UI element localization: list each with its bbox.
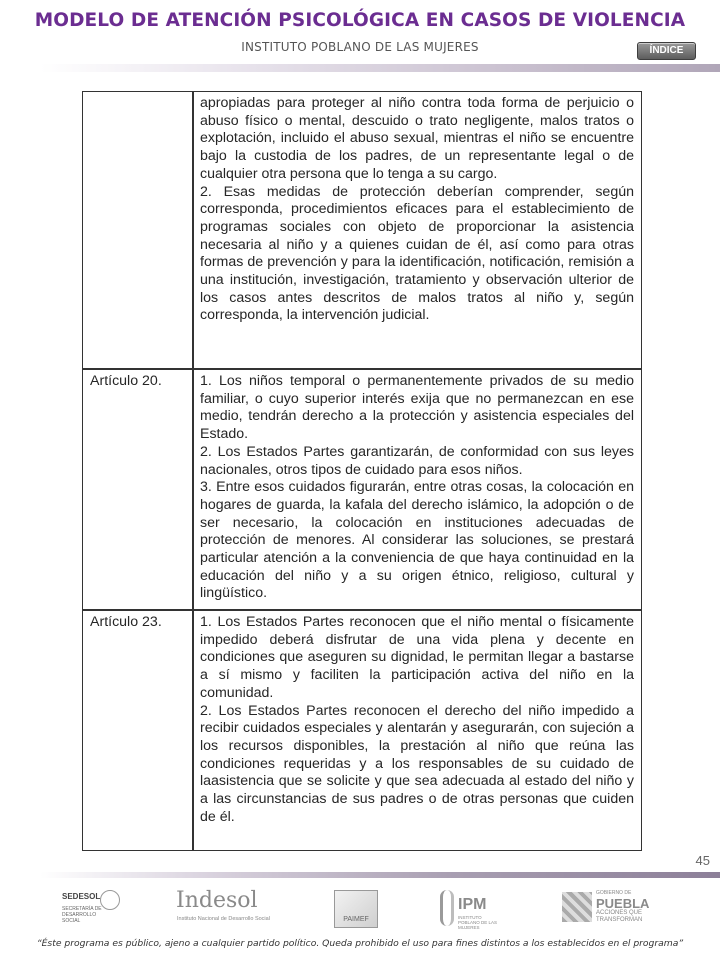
logo-name: IPM xyxy=(458,896,487,913)
paragraph: 2. Los Estados Partes reconocen el derecho del niño impedido a recibir cuidados especiales y alentarán y asegurarán, con sujeción a los recursos disponibles, la prestación al niño que reúna las condiciones requeridas y a los responsables de su cuidado de laasistencia que se solicite y que sea adecuada al estado del niño y a las circunstancias de sus padres o de otras personas que cuiden de él. xyxy=(200,702,634,825)
article-label: Artículo 20. xyxy=(90,373,162,389)
page-title: MODELO DE ATENCIÓN PSICOLÓGICA EN CASOS DE VIOLENCIA xyxy=(34,10,686,31)
paragraph: apropiadas para proteger al niño contra toda forma de perjuicio o abuso físico o mental, descuido o trato negligente, malos tratos o explotación, incluido el abuso sexual, mientras el niño se encuentre bajo la custodia de los padres, de un representante legal o de cualquier otra persona que lo tenga a su cargo. xyxy=(200,95,634,182)
eagle-emblem-icon xyxy=(100,890,120,910)
footer-divider xyxy=(40,872,720,878)
article-label: Artículo 23. xyxy=(90,614,162,630)
row-divider xyxy=(83,368,641,370)
paragraph: 1. Los Estados Partes reconocen que el niño mental o físicamente impedido deberá disfrutar de una vida plena y decente en condiciones que aseguren su dignidad, le permitan llegar a bastarse a sí mismo y faciliten la participación activa del niño en la comunidad. xyxy=(200,614,634,701)
paragraph: 3. Entre esos cuidados figurarán, entre otras cosas, la colocación en hogares de guarda, la kafala del derecho islámico, la adopción o de ser necesario, la colocación en instituciones adecuadas de protección de menores. Al considerar las soluciones, se prestará particular atención a la conveniencia de que haya continuidad en la educación del niño y a su origen étnico, religioso, cultural y lingüístico. xyxy=(200,479,634,602)
sponsor-logos xyxy=(0,888,720,932)
ipm-figure-icon xyxy=(440,890,454,926)
logo-name: Indesol xyxy=(176,888,258,913)
puebla-logo xyxy=(562,888,662,930)
paimef-logo xyxy=(334,888,378,930)
logo-tagline: ACCIONES QUE TRANSFORMAN xyxy=(596,910,643,923)
header-divider xyxy=(40,64,720,72)
paragraph: 2. Los Estados Partes garantizarán, de conformidad con sus leyes nacionales, otros tipos de cuidado para esos niños. xyxy=(200,443,634,478)
logo-tagline: SECRETARÍA DE DESARROLLO SOCIAL xyxy=(62,906,102,924)
footer-disclaimer: “Éste programa es público, ajeno a cualquier partido político. Queda prohibido el uso para fines distintos a los establecidos en el programa” xyxy=(36,938,684,949)
puebla-mark-icon xyxy=(562,892,592,922)
logo-top: GOBIERNO DE xyxy=(596,890,632,896)
logo-name: PUEBLA xyxy=(596,896,650,911)
page-number: 45 xyxy=(695,853,710,868)
indesol-logo xyxy=(176,888,276,930)
article-20-text xyxy=(200,373,634,603)
articles-table xyxy=(82,91,642,851)
sedesol-logo xyxy=(62,888,122,930)
row-divider xyxy=(83,609,641,611)
institute-subtitle: INSTITUTO POBLANO DE LAS MUJERES xyxy=(241,40,479,54)
ipm-logo xyxy=(440,888,500,930)
logo-name: SEDESOL xyxy=(62,892,101,901)
paragraph: 2. Esas medidas de protección deberían comprender, según corresponda, procedimientos eficaces para el establecimiento de programas sociales con objeto de proporcionar la asistencia necesaria al niño y a quienes cuidan de él, así como para otras formas de prevención y para la identificación, notificación, remisión a una institución, investigación, tratamiento y observación ulterior de los casos antes descritos de malos tratos al niño y, según corresponda, la intervención judicial. xyxy=(200,183,634,324)
index-button[interactable]: ÍNDICE xyxy=(637,42,696,60)
article-23-text xyxy=(200,614,634,826)
column-divider xyxy=(192,92,194,850)
logo-tagline: Instituto Nacional de Desarrollo Social xyxy=(177,916,270,922)
logo-tagline: INSTITUTO POBLANO DE LAS MUJERES xyxy=(458,915,498,930)
logo-name: PAIMEF xyxy=(343,916,369,923)
table-row-continuation-text xyxy=(200,95,634,325)
paragraph: 1. Los niños temporal o permanentemente privados de su medio familiar, o cuyo superior interés exija que no permanezcan en ese medio, tendrán derecho a la protección y asistencia especiales del Estado. xyxy=(200,373,634,443)
